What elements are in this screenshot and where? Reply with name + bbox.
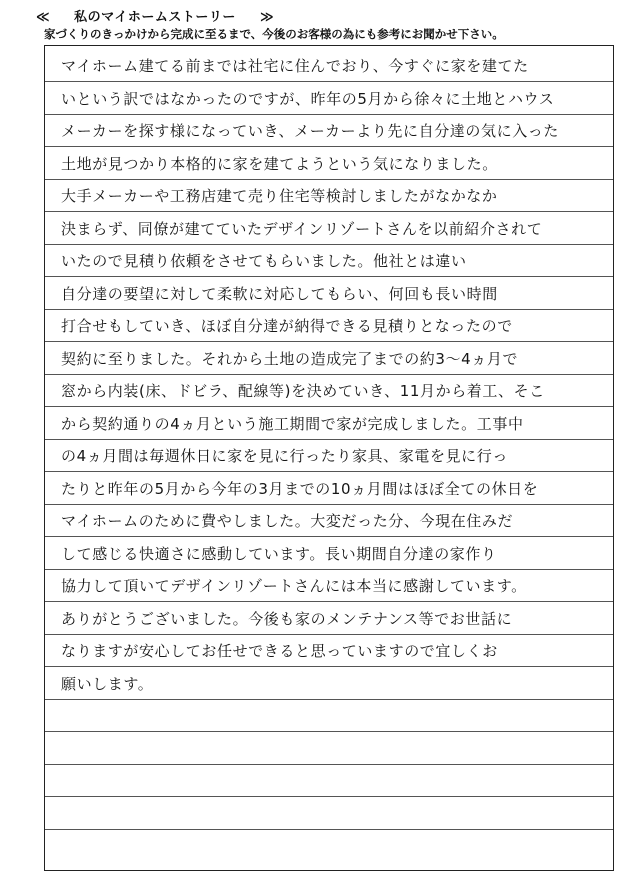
story-line: マイホーム建てる前までは社宅に住んでおり、今すぐに家を建てた: [61, 57, 529, 75]
story-line: 協力して頂いてデザインリゾートさんには本当に感謝しています。: [61, 577, 527, 595]
writing-sheet: [44, 45, 614, 871]
ruled-line: [45, 244, 613, 245]
ruled-line: [45, 634, 613, 635]
story-line: 窓から内装(床、ドビラ、配線等)を決めていき、11月から着工、そこ: [61, 382, 545, 400]
story-line: マイホームのために費やしました。大変だった分、今現在住みだ: [61, 512, 514, 530]
ruled-line: [45, 439, 613, 440]
story-line: の4ヵ月間は毎週休日に家を見に行ったり家具、家電を見に行っ: [61, 447, 508, 465]
ruled-line: [45, 276, 613, 277]
story-line: いたので見積り依頼をさせてもらいました。他社とは違い: [61, 252, 467, 270]
story-line: ありがとうございました。今後も家のメンテナンス等でお世話に: [61, 609, 513, 628]
ruled-line: [45, 666, 613, 667]
ruled-line: [45, 374, 613, 375]
ruled-line: [45, 341, 613, 342]
ruled-line: [45, 146, 613, 147]
ruled-line: [45, 536, 613, 537]
story-line: メーカーを探す様になっていき、メーカーより先に自分達の気に入った: [61, 122, 560, 140]
ruled-line: [45, 699, 613, 700]
title-mark-right: ≫: [259, 10, 275, 25]
story-line: 願いします。: [61, 674, 154, 693]
ruled-line: [45, 764, 613, 765]
title-mark-left: ≪: [36, 10, 51, 25]
story-line: して感じる快適さに感動しています。長い期間自分達の家作り: [61, 544, 497, 563]
ruled-line: [45, 796, 613, 797]
story-line: 大手メーカーや工務店建て売り住宅等検討しましたがなかなか: [61, 187, 498, 205]
story-line: なりますが安心してお任せできると思っていますので宜しくお: [61, 642, 498, 660]
header: [0, 0, 620, 46]
ruled-line: [45, 601, 613, 602]
instruction-text: 家づくりのきっかけから完成に至るまで、今後のお客様の為にも参考にお聞かせ下さい。: [44, 27, 504, 41]
ruled-line: [45, 179, 613, 180]
story-line: から契約通りの4ヵ月という施工期間で家が完成しました。工事中: [61, 414, 524, 433]
ruled-line: [45, 504, 613, 505]
ruled-line: [45, 211, 613, 212]
page-title: 私のマイホームストーリー: [74, 10, 236, 25]
story-line: たりと昨年の5月から今年の3月までの10ヵ月間はほぼ全ての休日を: [61, 479, 539, 498]
title-line: [36, 6, 274, 26]
story-line: 土地が見つかり本格的に家を建てようという気になりました。: [61, 154, 498, 173]
story-line: いという訳ではなかったのですが、昨年の5月から徐々に土地とハウス: [61, 89, 555, 108]
story-line: 打合せもしていき、ほぼ自分達が納得できる見積りとなったので: [61, 317, 513, 335]
story-line: 自分達の要望に対して柔軟に対応してもらい、何回も長い時間: [61, 284, 498, 303]
ruled-line: [45, 406, 613, 407]
story-line: 契約に至りました。それから土地の造成完了までの約3〜4ヵ月で: [61, 349, 519, 368]
ruled-line: [45, 829, 613, 830]
ruled-line: [45, 471, 613, 472]
ruled-line: [45, 569, 613, 570]
ruled-line: [45, 309, 613, 310]
ruled-line: [45, 731, 613, 732]
ruled-line: [45, 81, 613, 82]
ruled-line: [45, 114, 613, 115]
story-line: 決まらず、同僚が建てていたデザインリゾートさんを以前紹介されて: [61, 219, 543, 238]
